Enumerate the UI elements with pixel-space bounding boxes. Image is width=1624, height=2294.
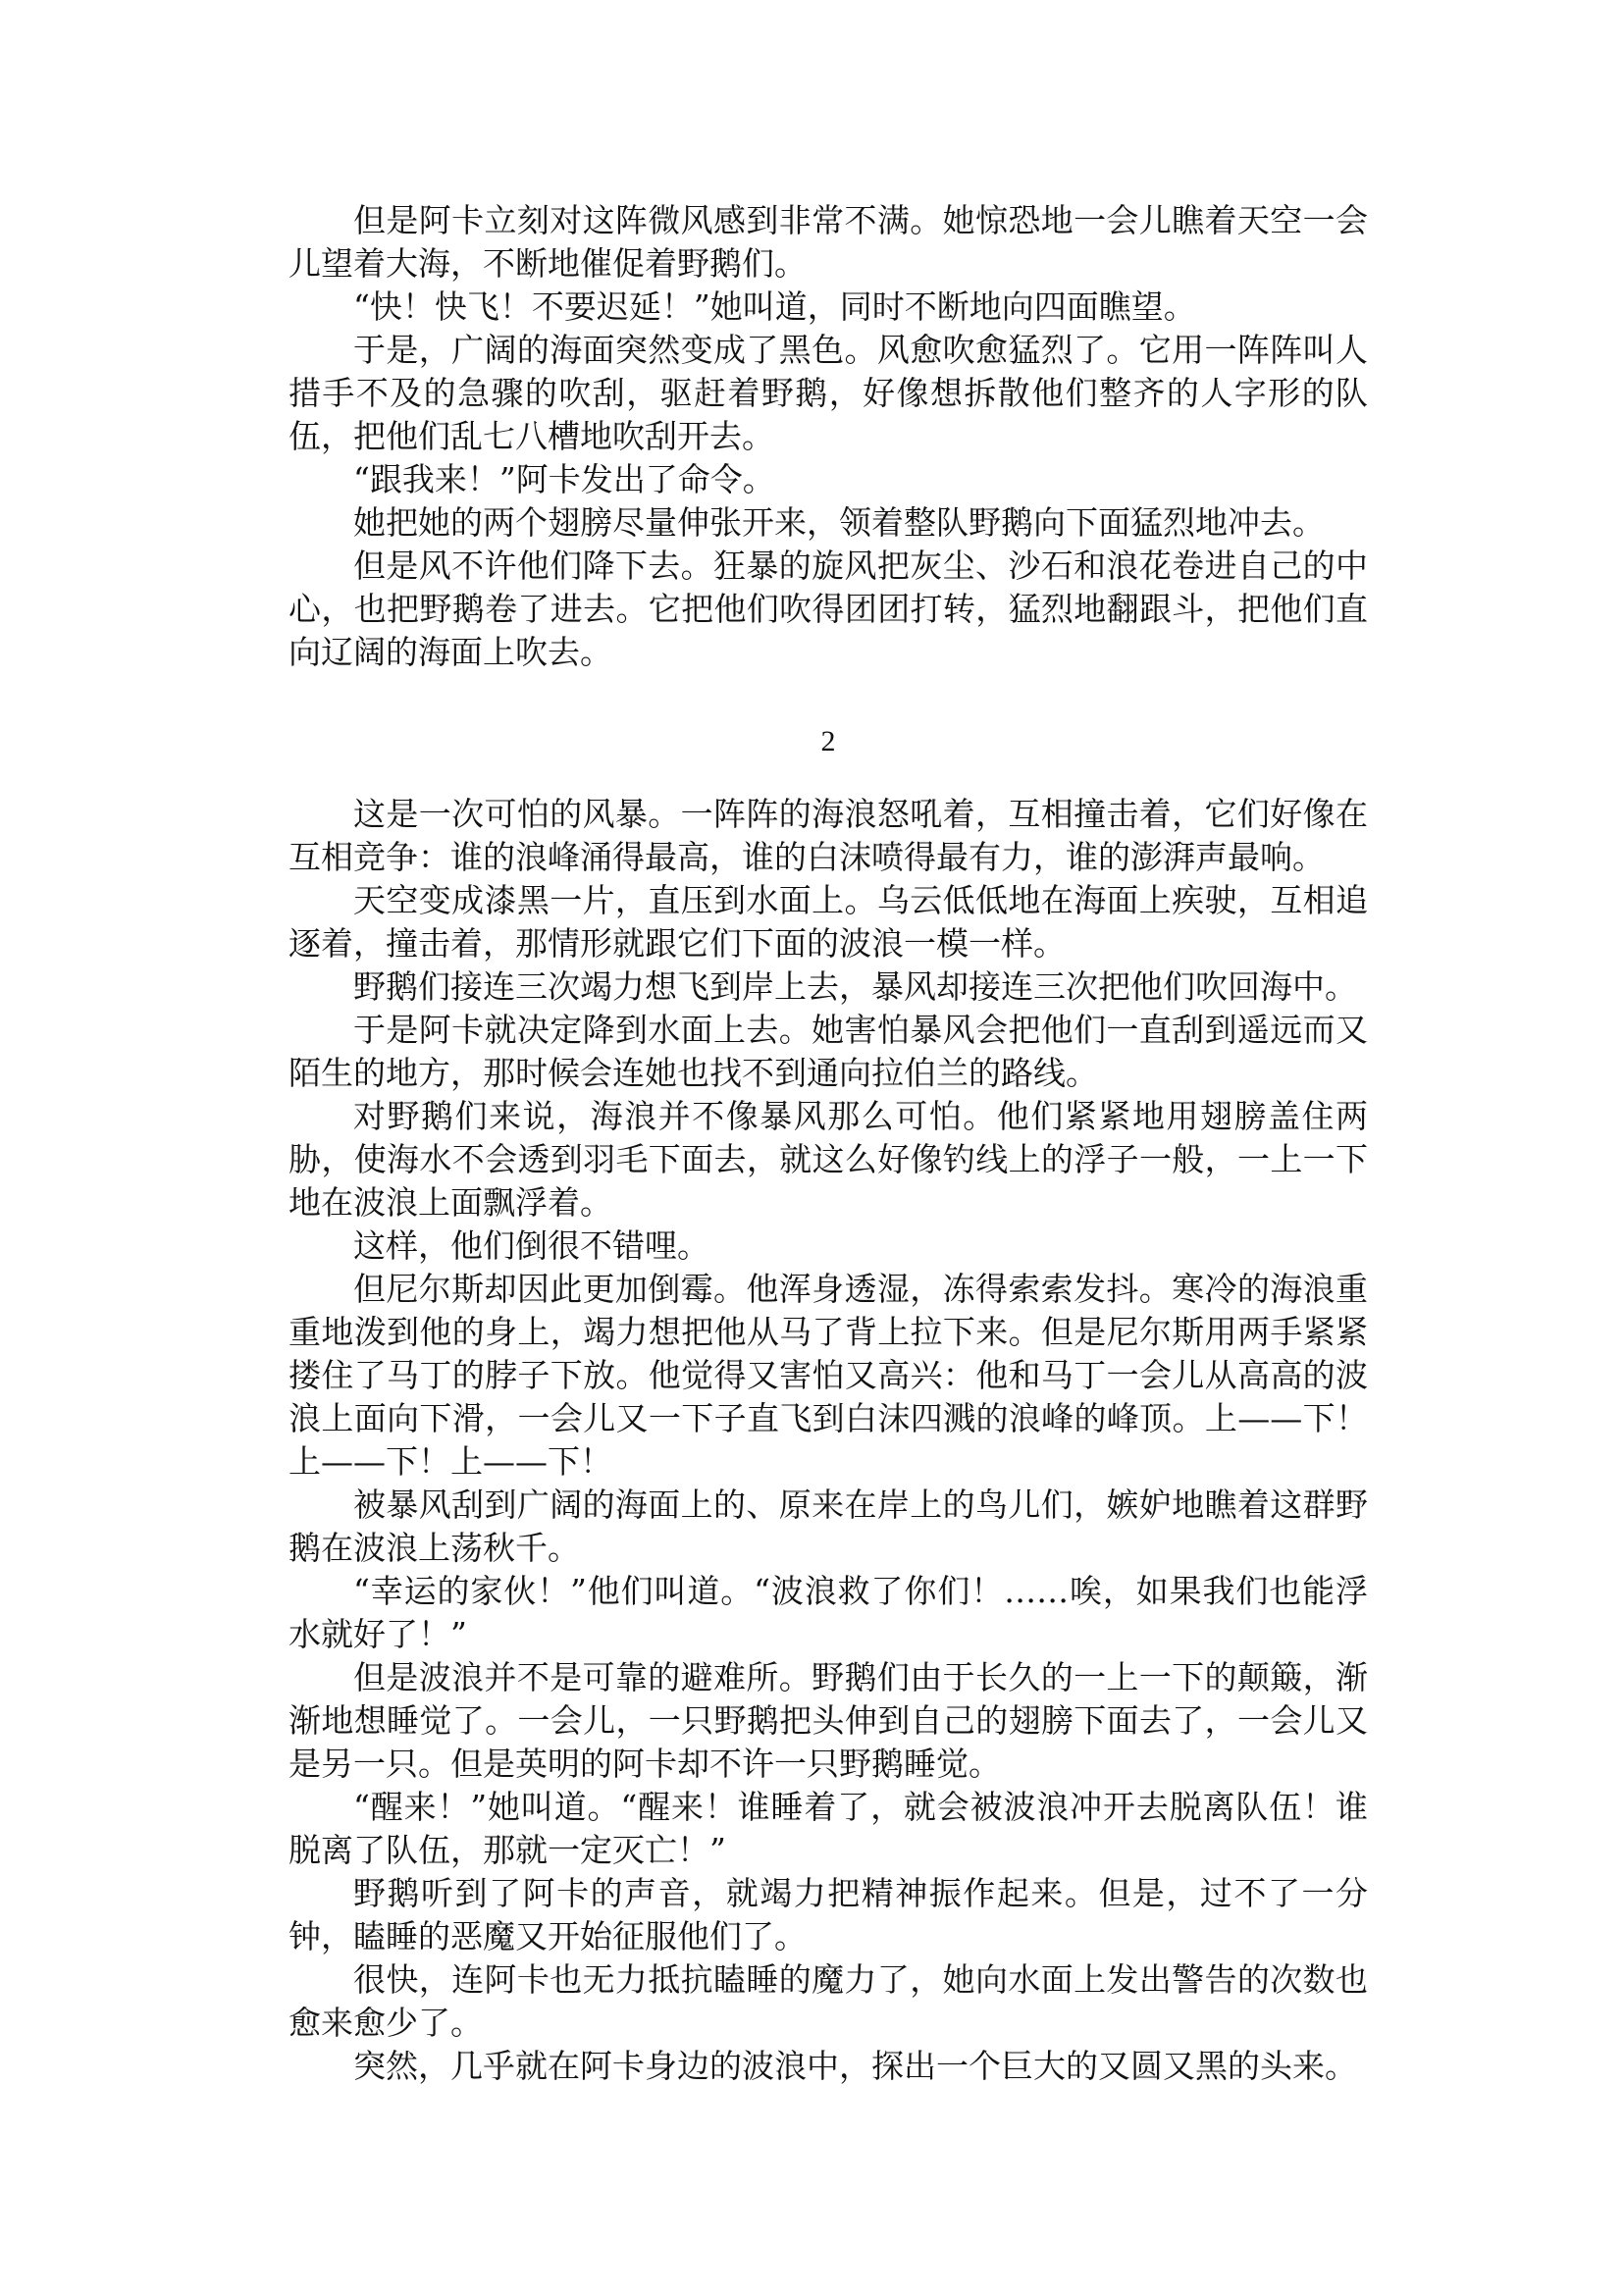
paragraph: 野鹅听到了阿卡的声音，就竭力把精神振作起来。但是，过不了一分钟，瞌睡的恶魔又开始征服他们了。 xyxy=(288,1874,1368,1955)
paragraph: 天空变成漆黑一片，直压到水面上。乌云低低地在海面上疾驶，互相追逐着，撞击着，那情形就跟它们下面的波浪一模一样。 xyxy=(288,881,1368,963)
paragraph: 被暴风刮到广阔的海面上的、原来在岸上的鸟儿们，嫉妒地瞧着这群野鹅在波浪上荡秋千。 xyxy=(288,1486,1368,1567)
paragraph: 但是阿卡立刻对这阵微风感到非常不满。她惊恐地一会儿瞧着天空一会儿望着大海，不断地催促着野鹅们。 xyxy=(288,201,1368,283)
paragraph: 突然，几乎就在阿卡身边的波浪中，探出一个巨大的又圆又黑的头来。 xyxy=(353,2047,1357,2085)
paragraph: 对野鹅们来说，海浪并不像暴风那么可怕。他们紧紧地用翅膀盖住两胁，使海水不会透到羽毛下面去，就这么好像钓线上的浮子一般，一上一下地在波浪上面飘浮着。 xyxy=(288,1097,1368,1222)
section-2-text xyxy=(288,793,1368,2088)
paragraph: 于是阿卡就决定降到水面上去。她害怕暴风会把他们一直刮到遥远而又陌生的地方，那时候会连她也找不到通向拉伯兰的路线。 xyxy=(288,1011,1368,1092)
paragraph: “幸运的家伙！”他们叫道。“波浪救了你们！……唉，如果我们也能浮水就好了！” xyxy=(288,1572,1368,1653)
section-1-text xyxy=(288,199,1368,674)
paragraph: 她把她的两个翅膀尽量伸张开来，领着整队野鹅向下面猛烈地冲去。 xyxy=(353,503,1325,542)
paragraph: “快！快飞！不要迟延！”她叫道，同时不断地向四面瞧望。 xyxy=(353,287,1196,326)
paragraph: 很快，连阿卡也无力抵抗瞌睡的魔力了，她向水面上发出警告的次数也愈来愈少了。 xyxy=(288,1960,1368,2042)
paragraph: “跟我来！”阿卡发出了命令。 xyxy=(353,460,775,498)
paragraph: 但是波浪并不是可靠的避难所。野鹅们由于长久的一上一下的颠簸，渐渐地想睡觉了。一会儿，一只野鹅把头伸到自己的翅膀下面去了，一会儿又是另一只。但是英明的阿卡却不许一只野鹅睡觉。 xyxy=(288,1658,1368,1783)
paragraph: 这样，他们倒很不错哩。 xyxy=(353,1226,709,1265)
paragraph: 于是，广阔的海面突然变成了黑色。风愈吹愈猛烈了。它用一阵阵叫人措手不及的急骤的吹刮，驱赶着野鹅，好像想拆散他们整齐的人字形的队伍，把他们乱七八槽地吹刮开去。 xyxy=(288,331,1368,455)
paragraph: 但尼尔斯却因此更加倒霉。他浑身透湿，冻得索索发抖。寒冷的海浪重重地泼到他的身上，竭力想把他从马了背上拉下来。但是尼尔斯用两手紧紧搂住了马丁的脖子下放。他觉得又害怕又高兴：他和马丁一会儿从高高的波浪上面向下滑，一会儿又一下子直飞到白沫四溅的浪峰的峰顶。上——下！上——下！上——下！ xyxy=(288,1270,1368,1481)
paragraph: “醒来！”她叫道。“醒来！谁睡着了，就会被波浪冲开去脱离队伍！谁脱离了队伍，那就一定灭亡！” xyxy=(288,1788,1368,1869)
paragraph: 野鹅们接连三次竭力想飞到岸上去，暴风却接连三次把他们吹回海中。 xyxy=(353,967,1357,1006)
section-number: 2 xyxy=(820,725,836,757)
paragraph: 这是一次可怕的风暴。一阵阵的海浪怒吼着，互相撞击着，它们好像在互相竞争：谁的浪峰涌得最高，谁的白沫喷得最有力，谁的澎湃声最响。 xyxy=(288,795,1368,876)
paragraph: 但是风不许他们降下去。狂暴的旋风把灰尘、沙石和浪花卷进自己的中心，也把野鹅卷了进去。它把他们吹得团团打转，猛烈地翻跟斗，把他们直向辽阔的海面上吹去。 xyxy=(288,547,1368,671)
